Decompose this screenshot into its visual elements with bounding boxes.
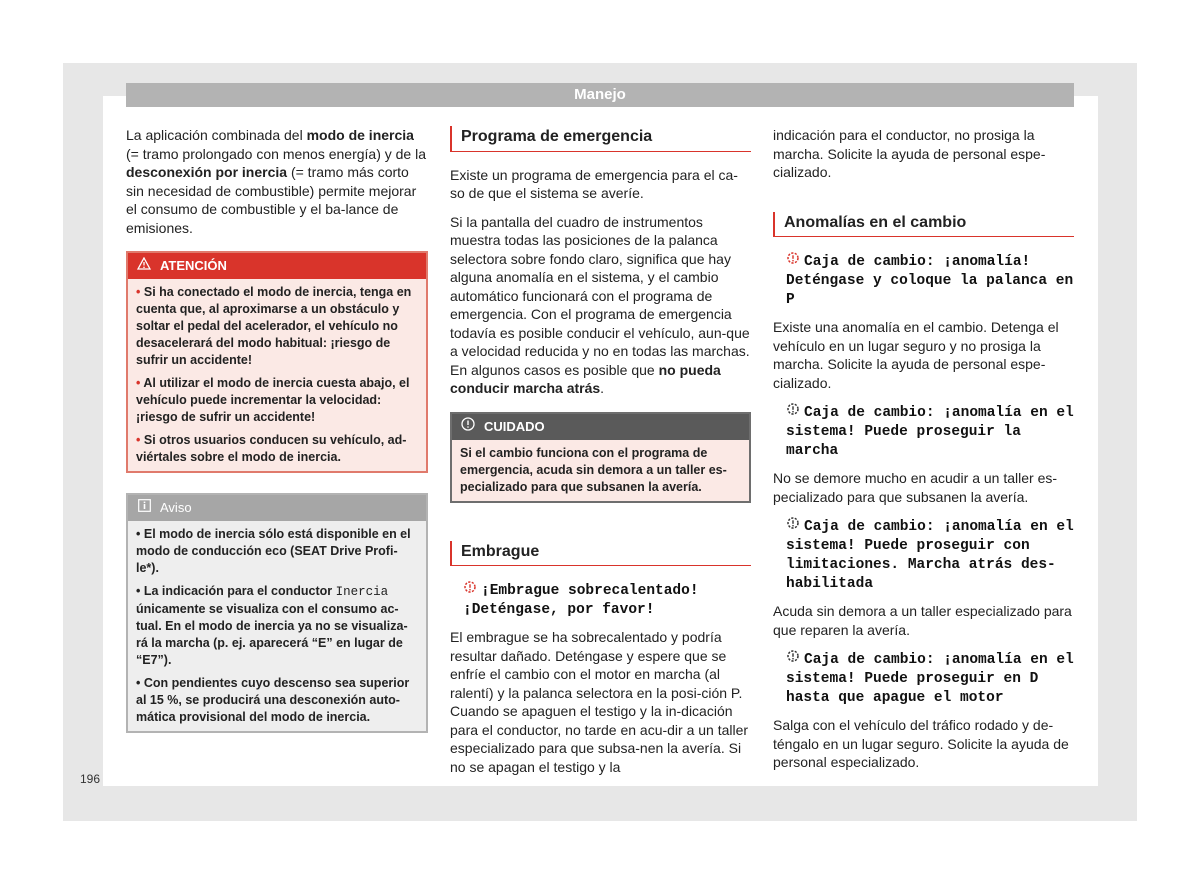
programa-paragraph-1: Existe un programa de emergencia para el ca-so de que el sistema se averíe. [450,166,738,201]
warning-gear-red-icon [786,251,802,272]
cuidado-label: CUIDADO [484,418,545,434]
inercia-display-text: Inercia [335,585,389,599]
anomalia-warning-1: Caja de cambio: ¡anomalía! Deténgase y coloque la palanca en P [773,251,1074,310]
embrague-paragraph: El embrague se ha sobrecalentado y podría resultar dañado. Deténgase y espere que se enfríe el cambio con el motor en marcha (al ralentí) y la palanca selectora en la posi-ción P. Cuando se apaguen el testigo y la in-dicación para el conductor, no tarde en acu-dir a un taller especializado para que subsa-nen la avería. Si no se apagan el testigo y la [450,629,749,775]
warning-gear-red-icon [463,580,479,601]
cuidado-header [452,414,749,440]
caution-circle-icon [460,414,476,440]
aviso-body [128,521,426,731]
anomalia-text-4: Salga con el vehículo del tráfico rodado y de-téngalo en un lugar seguro. Solicite la ayuda de personal especializado. [773,717,1069,770]
anomalia-text-1: Existe una anomalía en el cambio. Detenga el vehículo en un lugar seguro y no prosiga la marcha. Solicite la ayuda de personal espe-cializado. [773,319,1059,391]
column-3 [773,126,1074,782]
warning-gear-icon [786,516,802,537]
aviso-item: • La indicación para el conductor Inercia únicamente se visualiza con el consumo ac-tual. En el modo de inercia ya no se visualiza-rá la marcha (p. ej. aparecerá “E” en lugar de “E7”). [136,584,408,667]
programa-paragraph-2: Si la pantalla del cuadro de instrumentos muestra todas las posiciones de la palanca selectora sobre fondo claro, significa que hay alguna anomalía en el sistema, y el cambio automático funcionará con el programa de emergencia. Con el programa de emergencia todavía es posible conducir el vehículo, aun-que a velocidad reducida y no en todas las marchas. En algunos casos es posible que no pueda conducir marcha atrás. [450,213,750,396]
section-title-programa: Programa de emergencia [450,126,751,152]
intro-text-3: (= tramo más corto sin necesidad de combustible) permite mejorar el consumo de combustible y el ba-lance de emisiones. [126,164,417,236]
atencion-box [126,251,428,473]
aviso-item: • El modo de inercia sólo está disponible en el modo de conducción eco (SEAT Drive Profi-le*). [136,527,411,575]
embrague-warning: ¡Embrague sobrecalentado! ¡Deténgase, por favor! [450,580,751,620]
section-title-anomalias: Anomalías en el cambio [773,212,1074,238]
anomalia-text-2: No se demore mucho en acudir a un taller es-pecializado para que subsanen la avería. [773,470,1058,505]
aviso-label: Aviso [160,500,192,515]
atencion-body [128,279,426,471]
anomalia-warning-4: Caja de cambio: ¡anomalía en el sistema! Puede proseguir en D hasta que apague el motor [773,649,1074,708]
anomalia-warning-3: Caja de cambio: ¡anomalía en el sistema! Puede proseguir con limitaciones. Marcha atrás des-habilitada [773,516,1074,594]
column-2 [450,126,751,786]
section-title-embrague: Embrague [450,541,751,567]
atencion-item: • Al utilizar el modo de inercia cuesta abajo, el vehículo puede incrementar la velocidad: ¡riesgo de sufrir un accidente! [136,376,410,424]
column-1 [126,126,428,747]
cuidado-box [450,412,751,503]
continued-paragraph: indicación para el conductor, no prosiga la marcha. Solicite la ayuda de personal espe-cializado. [773,127,1046,180]
warning-gear-icon [786,649,802,670]
page-number: 196 [80,772,101,786]
intro-bold-1: modo de inercia [306,127,414,143]
intro-paragraph [126,126,428,237]
chapter-header: Manejo [126,83,1074,107]
anomalia-warning-2: Caja de cambio: ¡anomalía en el sistema! Puede proseguir la marcha [773,402,1074,461]
aviso-box [126,493,428,733]
warning-gear-icon [786,402,802,423]
intro-text-2: (= tramo prolongado con menos energía) y de la [126,145,427,162]
atencion-header [128,253,426,279]
atencion-item: • Si ha conectado el modo de inercia, tenga en cuenta que, al aproximarse a un obstáculo y soltar el pedal del acelerador, el vehículo no desacelerará del modo habitual: ¡riesgo de sufrir un accidente! [136,285,412,367]
atencion-item: • Si otros usuarios conducen su vehículo, ad-viértales sobre el modo de inercia. [136,433,407,464]
intro-text-1: La aplicación combinada del [126,127,307,143]
anomalia-text-3: Acuda sin demora a un taller especializado para que reparen la avería. [773,603,1072,638]
cuidado-body: Si el cambio funciona con el programa de emergencia, acuda sin demora a un taller es-pecializado para que subsanen la avería. [452,440,749,501]
atencion-label: ATENCIÓN [160,258,227,273]
warning-triangle-icon [136,253,152,279]
info-icon [136,495,152,521]
aviso-header [128,495,426,521]
aviso-item: • Con pendientes cuyo descenso sea superior al 15 %, se producirá una desconexión auto-mática provisional del modo de inercia. [136,676,410,724]
intro-bold-2: desconexión por inercia [126,164,288,180]
